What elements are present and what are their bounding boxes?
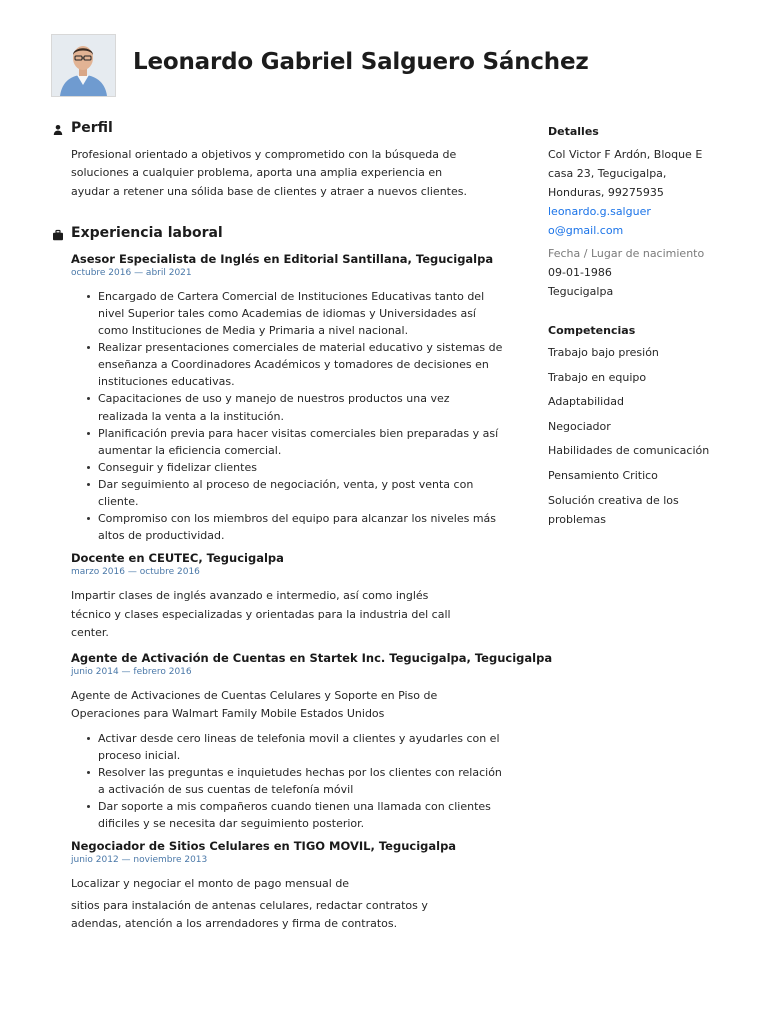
job-bullets (71, 288, 503, 544)
job-description: Localizar y negociar el monto de pago mensual de (71, 877, 350, 891)
job-description: Agente de Activaciones de Cuentas Celulares y Soporte en Piso de Operaciones para Walmart Family Mobile Estados Unidos (71, 689, 438, 721)
birth-place: Tegucigalpa (548, 285, 614, 298)
sidebar (548, 124, 728, 534)
birth-label: Fecha / Lugar de nacimiento (548, 247, 705, 260)
address-line: Col Victor F Ardón, Bloque E (548, 148, 703, 161)
birth-date: 09-01-1986 (548, 266, 612, 279)
skill-item: Solución creativa de los problemas (548, 493, 679, 526)
list-item: Realizar presentaciones comerciales de material educativo y sistemas de enseñanza a Coordinadores Académicos y tomadores de decisiones en instituciones educativas. (98, 339, 503, 390)
list-item: Dar soporte a mis compañeros cuando tienen una llamada con clientes dificiles y se necesita dar seguimiento posterior. (98, 798, 503, 832)
job-dates: junio 2014 — febrero 2016 (71, 667, 192, 678)
list-item: Activar desde cero lineas de telefonia movil a clientes y ayudarles con el proceso inicial. (98, 730, 503, 764)
list-item: Encargado de Cartera Comercial de Instituciones Educativas tanto del nivel Superior tales como Academias de idiomas y Universidades así como Instituciones de Media y Primaria a nivel nacional. (98, 288, 503, 339)
job-title: Docente en CEUTEC, Tegucigalpa (71, 551, 284, 566)
skill-item: Trabajo en equipo (548, 370, 647, 384)
experience-title: Experiencia laboral (71, 224, 223, 241)
skill-item: Trabajo bajo presión (548, 346, 659, 359)
job-entry (71, 650, 553, 832)
job-dates: octubre 2016 — abril 2021 (71, 267, 192, 278)
candidate-name: Leonardo Gabriel Salguero Sánchez (133, 49, 589, 75)
job-dates: marzo 2016 — octubre 2016 (71, 567, 200, 578)
list-item: Compromiso con los miembros del equipo para alcanzar los niveles más altos de productividad. (98, 510, 503, 544)
skill-item: Habilidades de comunicación (548, 444, 710, 458)
list-item: Resolver las preguntas e inquietudes hechas por los clientes con relación a activación de sus cuentas de telefonía móvil (98, 764, 503, 798)
job-entry (71, 251, 512, 544)
job-title: Asesor Especialista de Inglés en Editorial Santillana, Tegucigalpa (71, 251, 494, 266)
skills-title: Competencias (548, 324, 636, 337)
experience-section-header (52, 225, 512, 247)
skill-item: Pensamiento Critico (548, 468, 658, 482)
job-entry (71, 550, 512, 642)
job-entry (71, 838, 512, 933)
job-description: sitios para instalación de antenas celulares, redactar contratos y adendas, atención a los arrendadores y firma de contratos. (71, 898, 428, 930)
person-icon (52, 124, 64, 136)
job-bullets (71, 730, 503, 833)
email-link[interactable]: leonardo.g.salguero@gmail.com (548, 205, 651, 237)
job-title: Agente de Activación de Cuentas en Startek Inc. Tegucigalpa, Tegucigalpa (71, 651, 553, 666)
skill-item: Negociador (548, 419, 611, 433)
experience-list (71, 251, 553, 933)
list-item: Dar seguimiento al proceso de negociación, venta, y post venta con cliente. (98, 476, 503, 510)
profile-title: Perfil (71, 120, 113, 136)
details-title: Detalles (548, 125, 599, 138)
job-description: Impartir clases de inglés avanzado e intermedio, así como inglés técnico y clases especializadas y orientadas para la industria del call center. (71, 589, 451, 639)
profile-photo (51, 34, 116, 97)
list-item: Capacitaciones de uso y manejo de nuestros productos una vez realizada la venta a la institución. (98, 390, 503, 424)
main-column (52, 120, 553, 933)
profile-section-header (52, 120, 512, 142)
profile-text: Profesional orientado a objetivos y comprometido con la búsqueda de soluciones a cualquier problema, aporta una amplia experiencia en ayudar a retener una sólida base de clientes y atraer a nuevos clientes. (71, 148, 467, 198)
address-line: Honduras, 99275935 (548, 186, 664, 199)
briefcase-icon (52, 229, 64, 241)
job-dates: junio 2012 — noviembre 2013 (71, 855, 208, 866)
skill-item: Adaptabilidad (548, 395, 624, 409)
address-line: casa 23, Tegucigalpa, (548, 167, 667, 180)
list-item: Conseguir y fidelizar clientes (98, 459, 503, 476)
list-item: Planificación previa para hacer visitas comerciales bien preparadas y así aumentar la eficiencia comercial. (98, 425, 503, 459)
job-title: Negociador de Sitios Celulares en TIGO MOVIL, Tegucigalpa (71, 839, 457, 854)
